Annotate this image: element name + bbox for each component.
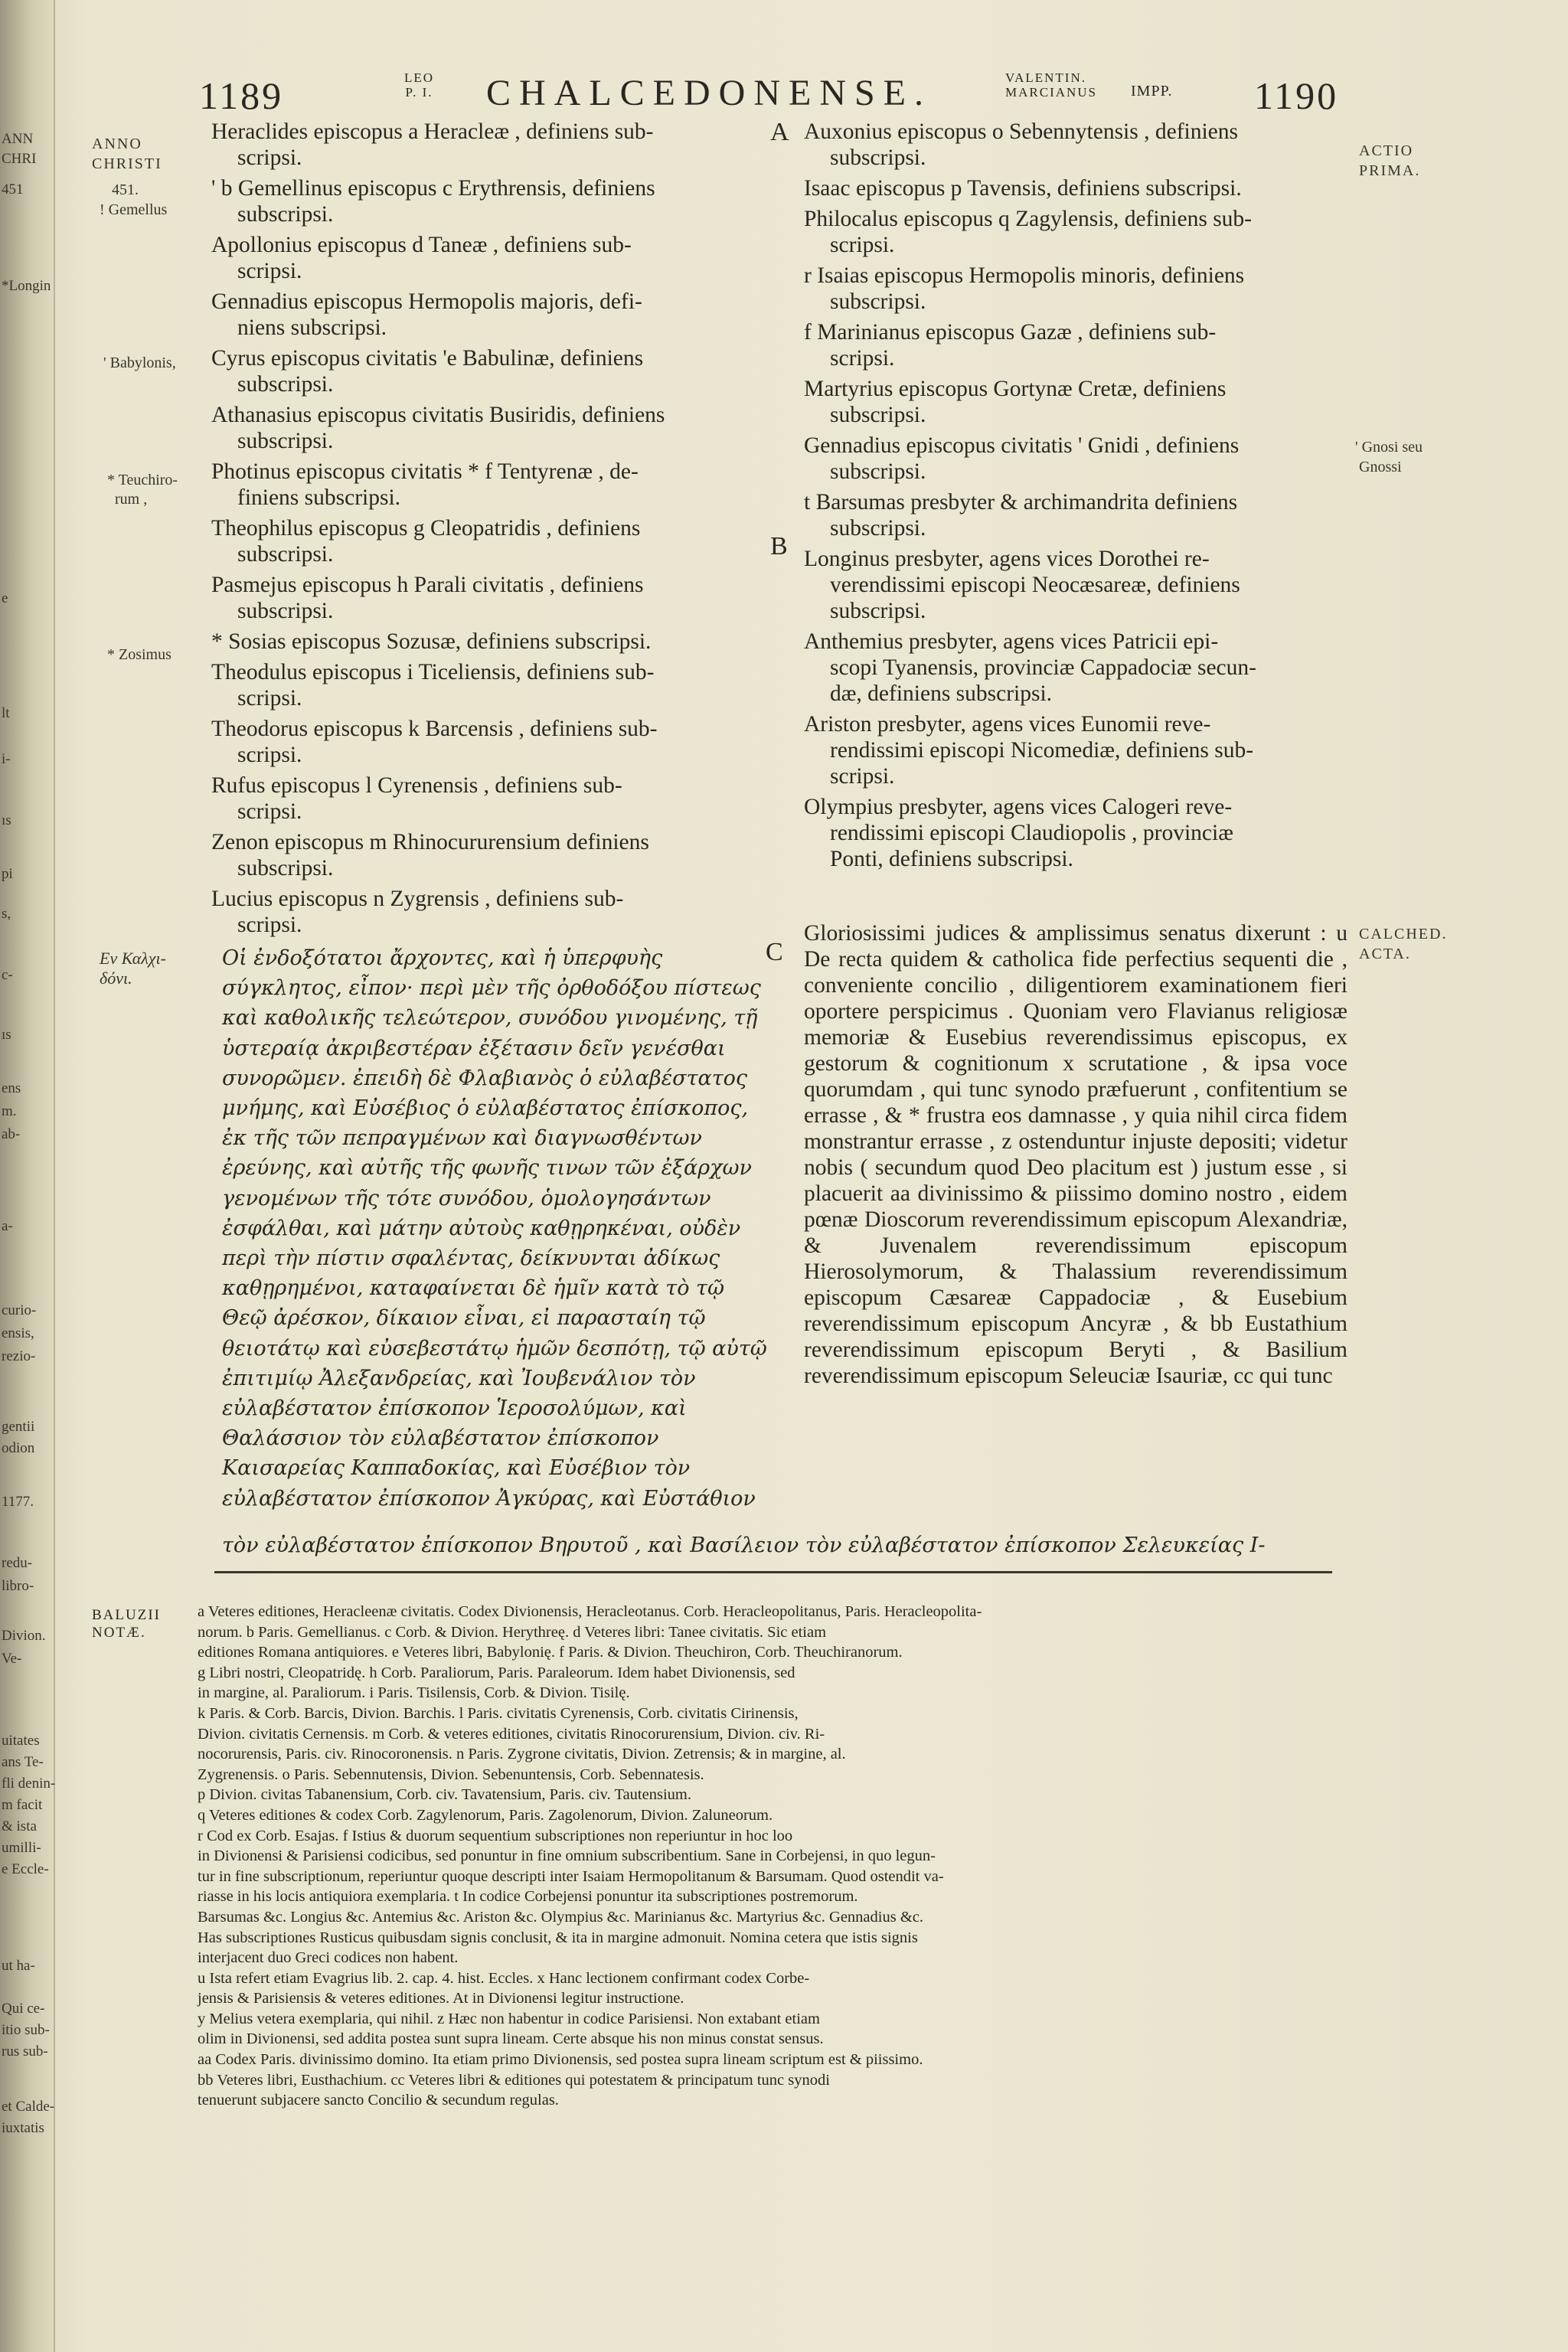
subscription-line: verendissimi episcopi Neocæsareæ, definiens bbox=[830, 573, 1240, 597]
subscription-entry bbox=[804, 489, 1348, 541]
gutter-fragment: Divion. bbox=[2, 1628, 46, 1644]
gutter-fragment: a- bbox=[2, 1218, 13, 1234]
subscription-entry bbox=[211, 629, 779, 655]
gutter-fragment: c- bbox=[2, 967, 13, 983]
note-line: nocorurensis, Paris. civ. Rinocoronensis. n Paris. Zygrone civitatis, Divion. Zetrensis; & in margine, al. bbox=[198, 1746, 846, 1763]
subscription-line: f Marinianus episcopus Gazæ , definiens sub- bbox=[804, 320, 1217, 345]
subscription-entry bbox=[211, 459, 779, 511]
subscription-line: Philocalus episcopus q Zagylensis, definiens sub- bbox=[804, 207, 1253, 231]
gutter-fragment: redu- bbox=[2, 1555, 33, 1571]
note-line: g Libri nostri, Cleopatridę. h Corb. Paraliorum, Paris. Paraleorum. Idem habet Divionensis, sed bbox=[198, 1664, 795, 1681]
running-head-left: LEO P. I. bbox=[404, 70, 435, 100]
baluze-notes bbox=[198, 1602, 1338, 2111]
note-line: Has subscriptiones Rusticus quibusdam signis conclusit, & ita in margine admonuit. Nomina cetera que istis signis bbox=[198, 1929, 918, 1946]
subscription-line: subscripsi. bbox=[237, 372, 334, 397]
note-line: aa Codex Paris. divinissimo domino. Ita etiam primo Divionensis, sed postea supra lineam scriptum est & piissimo. bbox=[198, 2051, 923, 2069]
subscription-line: scripsi. bbox=[830, 346, 895, 371]
subscription-line: scripsi. bbox=[237, 259, 302, 283]
subscription-line: Theodorus episcopus k Barcensis , definiens sub- bbox=[211, 717, 658, 741]
subscription-line: subscripsi. bbox=[237, 542, 334, 567]
running-head-imp: IMPP. bbox=[1131, 83, 1173, 100]
subscription-entry bbox=[804, 319, 1348, 371]
note-line: riasse in his locis antiquiora exemplaria. t In codice Corbejensi ponuntur ita subscriptiones postremorum. bbox=[198, 1888, 858, 1906]
gutter-fragment: i- bbox=[2, 751, 11, 767]
subscription-line: subscripsi. bbox=[237, 599, 334, 623]
subscription-line: Anthemius presbyter, agens vices Patricii epi- bbox=[804, 629, 1219, 654]
gutter-fragment: ANN bbox=[2, 131, 34, 147]
margin-christi: CHRISTI bbox=[92, 155, 162, 172]
gutter-fragment: s, bbox=[2, 906, 11, 922]
gutter-fragment: *Longin bbox=[2, 278, 51, 294]
subscription-line: Longinus presbyter, agens vices Dorothei re- bbox=[804, 547, 1210, 571]
subscription-entry bbox=[804, 175, 1348, 201]
running-head-right: VALENTIN. MARCIANUS bbox=[1005, 70, 1098, 100]
margin-acta: ACTA. bbox=[1359, 946, 1411, 962]
margin-calched: CALCHED. bbox=[1359, 926, 1448, 942]
gutter-fragment: ıs bbox=[2, 812, 11, 828]
subscription-line: Athanasius episcopus civitatis Busiridis, definiens bbox=[211, 403, 665, 427]
gutter-fragment: e Eccle- bbox=[2, 1861, 49, 1877]
subscription-line: subscripsi. bbox=[830, 459, 926, 484]
note-line: in margine, al. Paraliorum. i Paris. Tisilensis, Corb. & Divion. Tisilę. bbox=[198, 1684, 630, 1702]
note-line: k Paris. & Corb. Barcis, Divion. Barchis. l Paris. civitatis Cyrenensis, Corb. civitatis Cirinensis, bbox=[198, 1704, 799, 1722]
note-line: Zygrenensis. o Paris. Sebennutensis, Divion. Sebenuntensis, Corb. Sebennatesis. bbox=[198, 1766, 704, 1783]
subscription-entry bbox=[804, 376, 1348, 428]
subscription-line: subscripsi. bbox=[237, 429, 334, 453]
subscription-line: Isaac episcopus p Tavensis, definiens subscripsi. bbox=[804, 176, 1242, 201]
gutter-fragment: et Calde- bbox=[2, 2099, 55, 2115]
note-line: Divion. civitatis Cernensis. m Corb. & veteres editiones, civitatis Rinocorurensium, Divion. civ. Ri- bbox=[198, 1725, 825, 1743]
note-line: jensis & Parisiensis & veteres editiones. At in Divionensi legitur instructione. bbox=[198, 1990, 684, 2007]
subscription-line: scripsi. bbox=[237, 799, 302, 824]
subscription-entry bbox=[211, 175, 779, 227]
margin-note: ' Babylonis, bbox=[103, 354, 176, 371]
gutter-fragment: 451 bbox=[2, 181, 24, 198]
greek-text-last-line: τὸν εὐλαβέστατον ἐπίσκοπον Βηρυτοῦ , καὶ Βασίλειον τὸν εὐλαβέστατον ἐπίσκοπον Σελευκείας Ι- bbox=[222, 1534, 1266, 1557]
gutter-fragment: ans Te- bbox=[2, 1754, 44, 1770]
margin-note: rum , bbox=[115, 491, 148, 508]
subscription-entry bbox=[804, 433, 1348, 485]
note-line: Barsumas &c. Longius &c. Antemius &c. Ariston &c. Olympius &c. Marinianus &c. Martyrius &c. Gennadius &c. bbox=[198, 1908, 923, 1926]
subscription-line: rendissimi episcopi Nicomediæ, definiens sub- bbox=[830, 738, 1254, 763]
subscription-line: Theodulus episcopus i Ticeliensis, definiens sub- bbox=[211, 660, 655, 684]
subscription-entry bbox=[211, 716, 779, 768]
note-line: editiones Romana antiquiores. e Veteres libri, Babylonię. f Paris. & Divion. Theuchiron, Corb. Theuchiranorum. bbox=[198, 1644, 903, 1661]
margin-note: ' Gnosi seu bbox=[1355, 439, 1423, 456]
subscription-line: rendissimi episcopi Claudiopolis , provinciæ bbox=[830, 821, 1233, 845]
subscription-line: niens subscripsi. bbox=[237, 315, 387, 340]
subscription-line: scripsi. bbox=[237, 686, 302, 710]
subscription-entry bbox=[804, 794, 1348, 872]
margin-anno: ANNO bbox=[92, 136, 142, 152]
left-column-subscriptions bbox=[211, 119, 779, 942]
gutter-fragment: iuxtatis bbox=[2, 2120, 44, 2136]
gutter-fragment: rezio- bbox=[2, 1348, 36, 1364]
subscription-line: Lucius episcopus n Zygrensis , definiens sub- bbox=[211, 887, 624, 911]
note-line: bb Veteres libri, Eusthachium. cc Veteres libri & editiones qui potestatem & principatum tunc synodi bbox=[198, 2071, 830, 2089]
note-line: y Melius vetera exemplaria, qui nihil. z Hæc non habentur in codice Parisiensi. Non extabant etiam bbox=[198, 2010, 820, 2027]
subscription-line: scripsi. bbox=[830, 233, 895, 257]
subscription-entry bbox=[211, 119, 779, 171]
subscription-line: Ariston presbyter, agens vices Eunomii reve- bbox=[804, 712, 1211, 737]
subscription-line: Zenon episcopus m Rhinocururensium definiens bbox=[211, 830, 649, 854]
subscription-line: subscripsi. bbox=[830, 516, 926, 541]
subscription-line: ' b Gemellinus episcopus c Erythrensis, definiens bbox=[211, 176, 655, 201]
subscription-entry bbox=[211, 659, 779, 711]
subscription-entry bbox=[804, 629, 1348, 707]
page-header bbox=[199, 70, 1348, 124]
column-letter: A bbox=[770, 118, 789, 146]
note-line: norum. b Paris. Gemellianus. c Corb. & Divion. Herythreę. d Veteres libri: Tanee civitatis. Sic etiam bbox=[198, 1623, 827, 1641]
right-column-subscriptions bbox=[804, 119, 1348, 877]
gutter-fragment: m facit bbox=[2, 1797, 43, 1813]
page-number-left: 1189 bbox=[199, 74, 284, 117]
subscription-entry bbox=[211, 515, 779, 567]
subscription-entry bbox=[211, 773, 779, 825]
margin-note: Gnossi bbox=[1359, 459, 1402, 475]
gutter-fragment: curio- bbox=[2, 1302, 37, 1318]
subscription-entry bbox=[211, 232, 779, 284]
margin-year: 451. bbox=[112, 181, 139, 198]
subscription-entry bbox=[211, 345, 779, 397]
note-line: q Veteres editiones & codex Corb. Zagylenorum, Paris. Zagolenorum, Divion. Zaluneorum. bbox=[198, 1806, 773, 1824]
subscription-line: Martyrius episcopus Gortynæ Cretæ, definiens bbox=[804, 377, 1227, 401]
note-line: interjacent duo Greci codices non habent. bbox=[198, 1949, 459, 1967]
margin-prima: PRIMA. bbox=[1359, 162, 1421, 179]
subscription-entry bbox=[804, 119, 1348, 171]
subscription-line: Ponti, definiens subscripsi. bbox=[830, 847, 1073, 871]
subscription-entry bbox=[804, 206, 1348, 258]
gutter-fragment: ensis, bbox=[2, 1325, 34, 1341]
latin-text-block: Gloriosissimi judices & amplissimus senatus dixerunt : u De recta quidem & catholica fide perfectius sequenti die , conveniente concilio , diligentiorem examinationem fieri oportere perspicimus . Quoniam vero Flavianus religiosæ memoriæ & Eusebius reverendissimus episcopus, ex gestorum & cognitionum x scrutatione , & ipsa voce quorumdam , qui tunc synodo præfuerunt , confitentium se errasse , & * frustra eos damnasse , y quia nihil circa fidem monstrantur errasse , z ostenduntur injuste depositi; videtur nobis ( secundum quod Deo placitum est ) justum esse , si placuerit aa divinissimo & piissimo domino nostro , eidem pœnæ Dioscorum reverendissimum episcopum Alexandriæ, & Juvenalem reverendissimum episcopum Hierosolymorum, & Thalassium reverendissimum episcopum Cæsareæ Cappadociæ , & Eusebium reverendissimum episcopum Ancyræ , & bb Eustathium reverendissimum episcopum Beryti , & Basilium reverendissimum episcopum Seleuciæ Isauriæ, cc qui tunc bbox=[804, 921, 1348, 1388]
subscription-line: subscripsi. bbox=[830, 599, 926, 623]
gutter-fragment: gentii bbox=[2, 1419, 35, 1435]
subscription-line: subscripsi. bbox=[830, 289, 926, 314]
gutter-fragment: itio sub- bbox=[2, 2022, 50, 2038]
subscription-line: * Sosias episcopus Sozusæ, definiens subscripsi. bbox=[211, 629, 652, 654]
note-line: tenuerunt subjacere sancto Concilio & secundum regulas. bbox=[198, 2092, 559, 2109]
subscription-line: finiens subscripsi. bbox=[237, 485, 401, 510]
note-line: tur in fine subscriptionum, reperiuntur quoque descripti inter Isaiam Hermopolitanum & Barsumam. Quod ostendit va- bbox=[198, 1867, 944, 1885]
margin-note: * Zosimus bbox=[107, 646, 172, 663]
subscription-line: subscripsi. bbox=[830, 145, 926, 170]
subscription-entry bbox=[211, 402, 779, 454]
gutter-fragment: fli denin- bbox=[2, 1775, 56, 1792]
gutter-fragment: uitates bbox=[2, 1733, 40, 1749]
subscription-line: Gennadius episcopus civitatis ' Gnidi , definiens bbox=[804, 433, 1240, 458]
subscription-line: scopi Tyanensis, provinciæ Cappadociæ secun- bbox=[830, 655, 1256, 680]
subscription-line: scripsi. bbox=[237, 913, 302, 937]
subscription-line: subscripsi. bbox=[830, 403, 926, 427]
gutter-fragment: Ve- bbox=[2, 1651, 22, 1667]
note-line: u Ista refert etiam Evagrius lib. 2. cap. 4. hist. Eccles. x Hanc lectionem confirmant codex Corbe- bbox=[198, 1969, 810, 1987]
gutter-fragment: umilli- bbox=[2, 1840, 41, 1856]
gutter-fragment: libro- bbox=[2, 1578, 34, 1594]
gutter-fragment: CHRI bbox=[2, 151, 37, 167]
gutter-fragment: ens bbox=[2, 1080, 21, 1096]
gutter-fragment: 1177. bbox=[2, 1494, 34, 1510]
margin-note: * Teuchiro- bbox=[107, 472, 178, 488]
gutter-fragment: rus sub- bbox=[2, 2043, 48, 2060]
subscription-line: Apollonius episcopus d Taneæ , definiens sub- bbox=[211, 233, 632, 257]
notes-divider-rule bbox=[214, 1571, 1332, 1573]
gutter-fragment: pi bbox=[2, 866, 13, 882]
gutter-fragment: m. bbox=[2, 1103, 17, 1119]
subscription-entry bbox=[211, 829, 779, 881]
subscription-line: dæ, definiens subscripsi. bbox=[830, 681, 1053, 706]
page-title: CHALCEDONENSE. bbox=[486, 73, 932, 113]
subscription-entry bbox=[211, 289, 779, 341]
note-line: p Divion. civitas Tabanensium, Corb. civ. Tavatensium, Paris. civ. Tautensium. bbox=[198, 1786, 691, 1804]
gutter-fragment: lt bbox=[2, 705, 10, 721]
gutter-fragment: & ista bbox=[2, 1818, 37, 1834]
subscription-entry bbox=[211, 572, 779, 624]
subscription-line: scripsi. bbox=[830, 764, 895, 789]
column-letter: C bbox=[766, 938, 783, 966]
gutter-fragment: odion bbox=[2, 1440, 35, 1456]
subscription-line: t Barsumas presbyter & archimandrita definiens bbox=[804, 490, 1238, 514]
notes-label: BALUZII NOTÆ. bbox=[92, 1607, 161, 1641]
subscription-line: Rufus episcopus l Cyrenensis , definiens sub- bbox=[211, 773, 622, 798]
note-line: in Divionensi & Parisiensi codicibus, sed ponuntur in fine omnium subscribentium. Sane in Corbejensi, in quo legun- bbox=[198, 1847, 936, 1865]
gutter-fragment: Qui ce- bbox=[2, 2001, 45, 2017]
subscription-entry bbox=[804, 711, 1348, 789]
column-letter: B bbox=[770, 532, 788, 560]
subscription-line: subscripsi. bbox=[237, 202, 334, 227]
gutter-fragment: e bbox=[2, 590, 8, 606]
note-line: olim in Divionensi, sed addita postea sunt supra lineam. Certe absque his non minus constat sensus. bbox=[198, 2030, 824, 2048]
subscription-entry bbox=[804, 546, 1348, 624]
subscription-line: r Isaias episcopus Hermopolis minoris, definiens bbox=[804, 263, 1245, 288]
subscription-line: subscripsi. bbox=[237, 856, 334, 880]
note-line: a Veteres editiones, Heracleenæ civitatis. Codex Divionensis, Heracleotanus. Corb. Heracleopolitanus, Paris. Heracleopolita- bbox=[198, 1603, 982, 1620]
facing-page-gutter bbox=[0, 0, 55, 2352]
subscription-line: Heraclides episcopus a Heracleæ , definiens sub- bbox=[211, 119, 654, 144]
subscription-line: Pasmejus episcopus h Parali civitatis , definiens bbox=[211, 573, 644, 597]
subscription-line: Photinus episcopus civitatis * f Tentyrenæ , de- bbox=[211, 459, 639, 484]
subscription-line: Gennadius episcopus Hermopolis majoris, defi- bbox=[211, 289, 642, 314]
subscription-line: Cyrus episcopus civitatis 'e Babulinæ, definiens bbox=[211, 346, 644, 371]
subscription-entry bbox=[804, 263, 1348, 315]
gutter-fragment: ut ha- bbox=[2, 1958, 35, 1974]
subscription-line: Olympius presbyter, agens vices Calogeri reve- bbox=[804, 795, 1233, 819]
subscription-entry bbox=[211, 886, 779, 938]
margin-actio: ACTIO bbox=[1359, 142, 1414, 159]
subscription-line: Auxonius episcopus o Sebennytensis , definiens bbox=[804, 119, 1238, 144]
subscription-line: scripsi. bbox=[237, 145, 302, 170]
subscription-line: Theophilus episcopus g Cleopatridis , definiens bbox=[211, 516, 641, 541]
margin-note: ! Gemellus bbox=[100, 201, 168, 218]
subscription-line: scripsi. bbox=[237, 743, 302, 767]
greek-text-block: Οἱ ἐνδοξότατοι ἄρχοντες, καὶ ἡ ὑπερφυὴς σύγκλητος, εἶπον· περὶ μὲν τῆς ὀρθοδόξου πίστεως καὶ καθολικῆς τελεώτερον, συνόδου γινομένης, τῇ ὑστεραίᾳ ἀκριβεστέραν ἐξέτασιν δεῖν γενέσθαι συνορῶμεν. ἐπειδὴ δὲ Φλαβιανὸς ὁ εὐλαβέστατος μνήμης, καὶ Εὐσέβιος ὁ εὐλαβέστατος ἐπίσκοπος, ἐκ τῆς τῶν πεπραγμένων καὶ διαγνωσθέντων ἐρεύνης, καὶ αὐτῆς τῆς φωνῆς τινων τῶν ἐξάρχων γενομένων τῆς τότε συνόδου, ὁμολογησάντων ἐσφάλθαι, καὶ μάτην αὐτοὺς καθῃρηκέναι, οὐδὲν περὶ τὴν πίστιν σφαλέντας, δείκνυνται ἀδίκως καθῃρημένοι, καταφαίνεται δὲ ἡμῖν κατὰ τὸ τῷ Θεῷ ἀρέσκον, δίκαιον εἶναι, εἰ παρασταίη τῷ θειοτάτῳ καὶ εὐσεβεστάτῳ ἡμῶν δεσπότῃ, τῷ αὐτῷ ἐπιτιμίῳ Ἀλεξανδρείας, καὶ Ἰουβενάλιον τὸν εὐλαβέστατον ἐπίσκοπον Ἱεροσολύμων, καὶ Θαλάσσιον τὸν εὐλαβέστατον ἐπίσκοπον Καισαρείας Καππαδοκίας, καὶ Εὐσέβιον τὸν εὐλαβέστατον ἐπίσκοπον Ἀγκύρας, καὶ Εὐστάθιον bbox=[222, 946, 767, 1511]
page-number-right: 1190 bbox=[1254, 74, 1339, 117]
gutter-fragment: ab- bbox=[2, 1126, 21, 1142]
margin-note: δόνι. bbox=[100, 969, 132, 988]
note-line: r Cod ex Corb. Esajas. f Istius & duorum sequentium subscriptiones non reperiuntur in hoc loo bbox=[198, 1827, 793, 1844]
gutter-fragment: ıs bbox=[2, 1027, 11, 1043]
margin-note: Ev Καλχι- bbox=[100, 949, 166, 968]
